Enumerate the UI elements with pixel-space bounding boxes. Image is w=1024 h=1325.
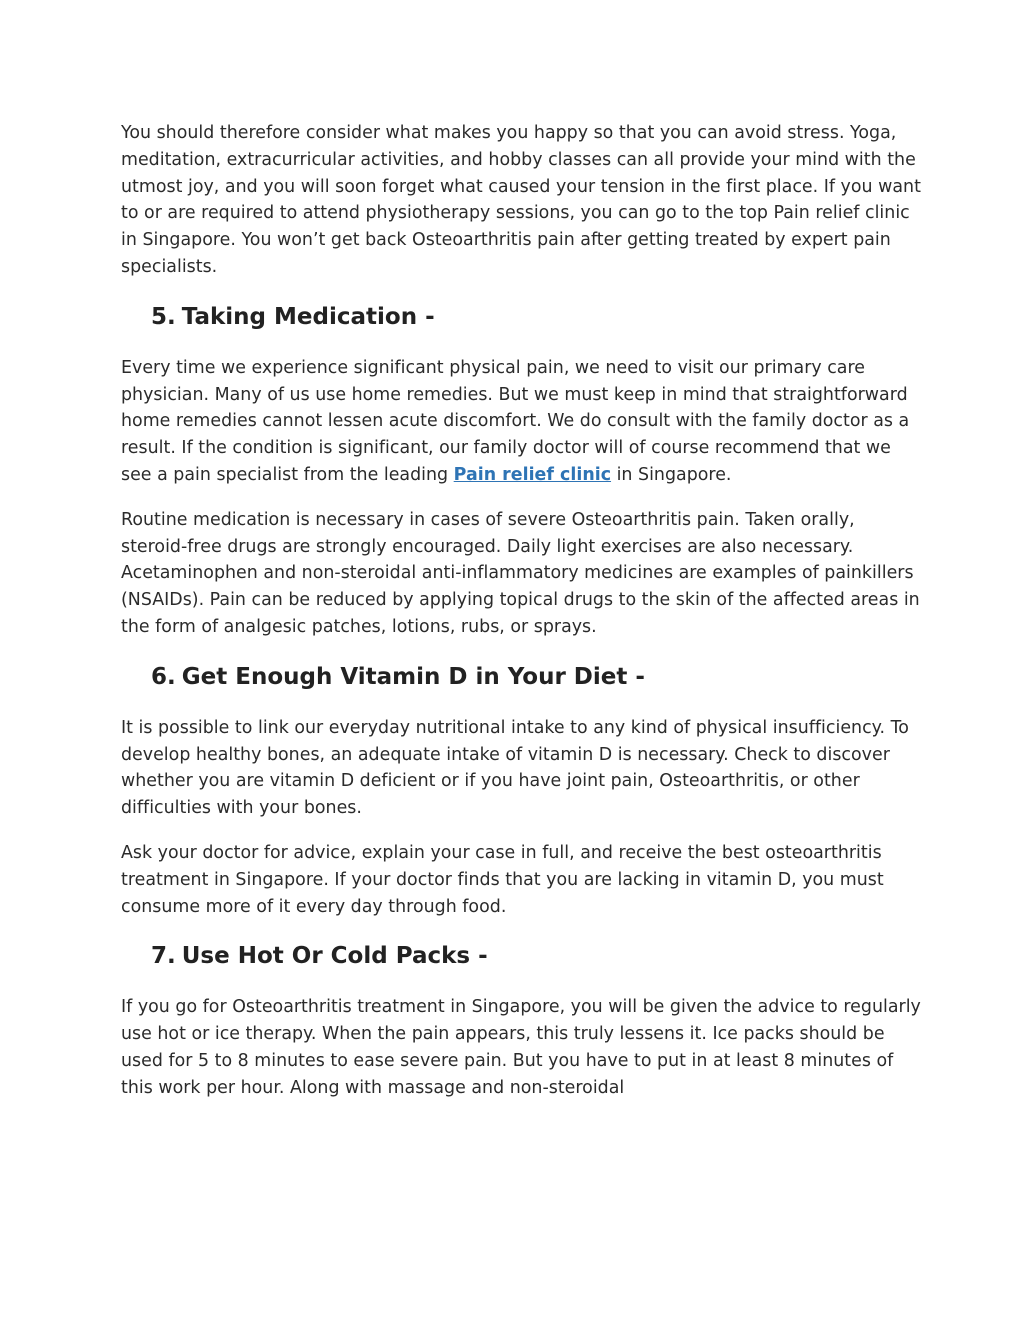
section-7-title: Use Hot Or Cold Packs - [181, 943, 488, 970]
section-5-number: 5. [151, 303, 176, 330]
section-5-paragraph-2: Routine medication is necessary in cases of severe Osteoarthritis pain. Taken orally, steroid-free drugs are strongly encouraged. Daily light exercises are also necessary. Acetaminophen and non-steroidal anti-inflammatory medicines are examples of painkillers (NSAIDs). Pain can be reduced by applying topical drugs to the skin of the affected areas in the form of analgesic patches, lotions, rubs, or sprays. [121, 509, 920, 637]
section-7-number: 7. [151, 943, 176, 970]
section-5-p1-text-after: in Singapore. [611, 464, 732, 485]
section-5-title: Taking Medication - [181, 303, 435, 330]
section-5-paragraph-1 [121, 355, 921, 489]
section-5-p1-text-before: Every time we experience significant physical pain, we need to visit our primary care physician. Many of us use home remedies. But we must keep in mind that straightforward home remedies cannot lessen acute discomfort. We do consult with the family doctor as a result. If the condition is significant, our family doctor will of course recommend that we see a pain specialist from the leading [121, 357, 910, 485]
intro-paragraph: You should therefore consider what makes you happy so that you can avoid stress. Yoga, meditation, extracurricular activities, and hobby classes can all provide your mind with the utmost joy, and you will soon forget what caused your tension in the first place. If you want to or are required to attend physiotherapy sessions, you can go to the top Pain relief clinic in Singapore. You won’t get back Osteoarthritis pain after getting treated by expert pain specialists. [121, 123, 921, 277]
section-6-number: 6. [151, 663, 176, 690]
document-page [121, 120, 921, 1120]
section-6-heading [151, 660, 921, 694]
section-6-paragraph-2: Ask your doctor for advice, explain your case in full, and receive the best osteoarthritis treatment in Singapore. If your doctor finds that you are lacking in vitamin D, you must consume more of it every day through food. [121, 842, 884, 917]
section-7-paragraph-1: If you go for Osteoarthritis treatment in Singapore, you will be given the advice to regularly use hot or ice therapy. When the pain appears, this truly lessens it. Ice packs should be used for 5 to 8 minutes to ease severe pain. But you have to put in at least 8 minutes of this work per hour. Along with massage and non-steroidal [121, 997, 921, 1098]
pain-relief-clinic-link[interactable]: Pain relief clinic [453, 464, 612, 485]
section-5-heading [151, 300, 921, 334]
section-6-paragraph-1: It is possible to link our everyday nutritional intake to any kind of physical insufficiency. To develop healthy bones, an adequate intake of vitamin D is necessary. Check to discover whether you are vitamin D deficient or if you have joint pain, Osteoarthritis, or other difficulties with your bones. [121, 717, 909, 819]
section-7-heading [151, 939, 921, 973]
section-6-title: Get Enough Vitamin D in Your Diet - [181, 663, 645, 690]
